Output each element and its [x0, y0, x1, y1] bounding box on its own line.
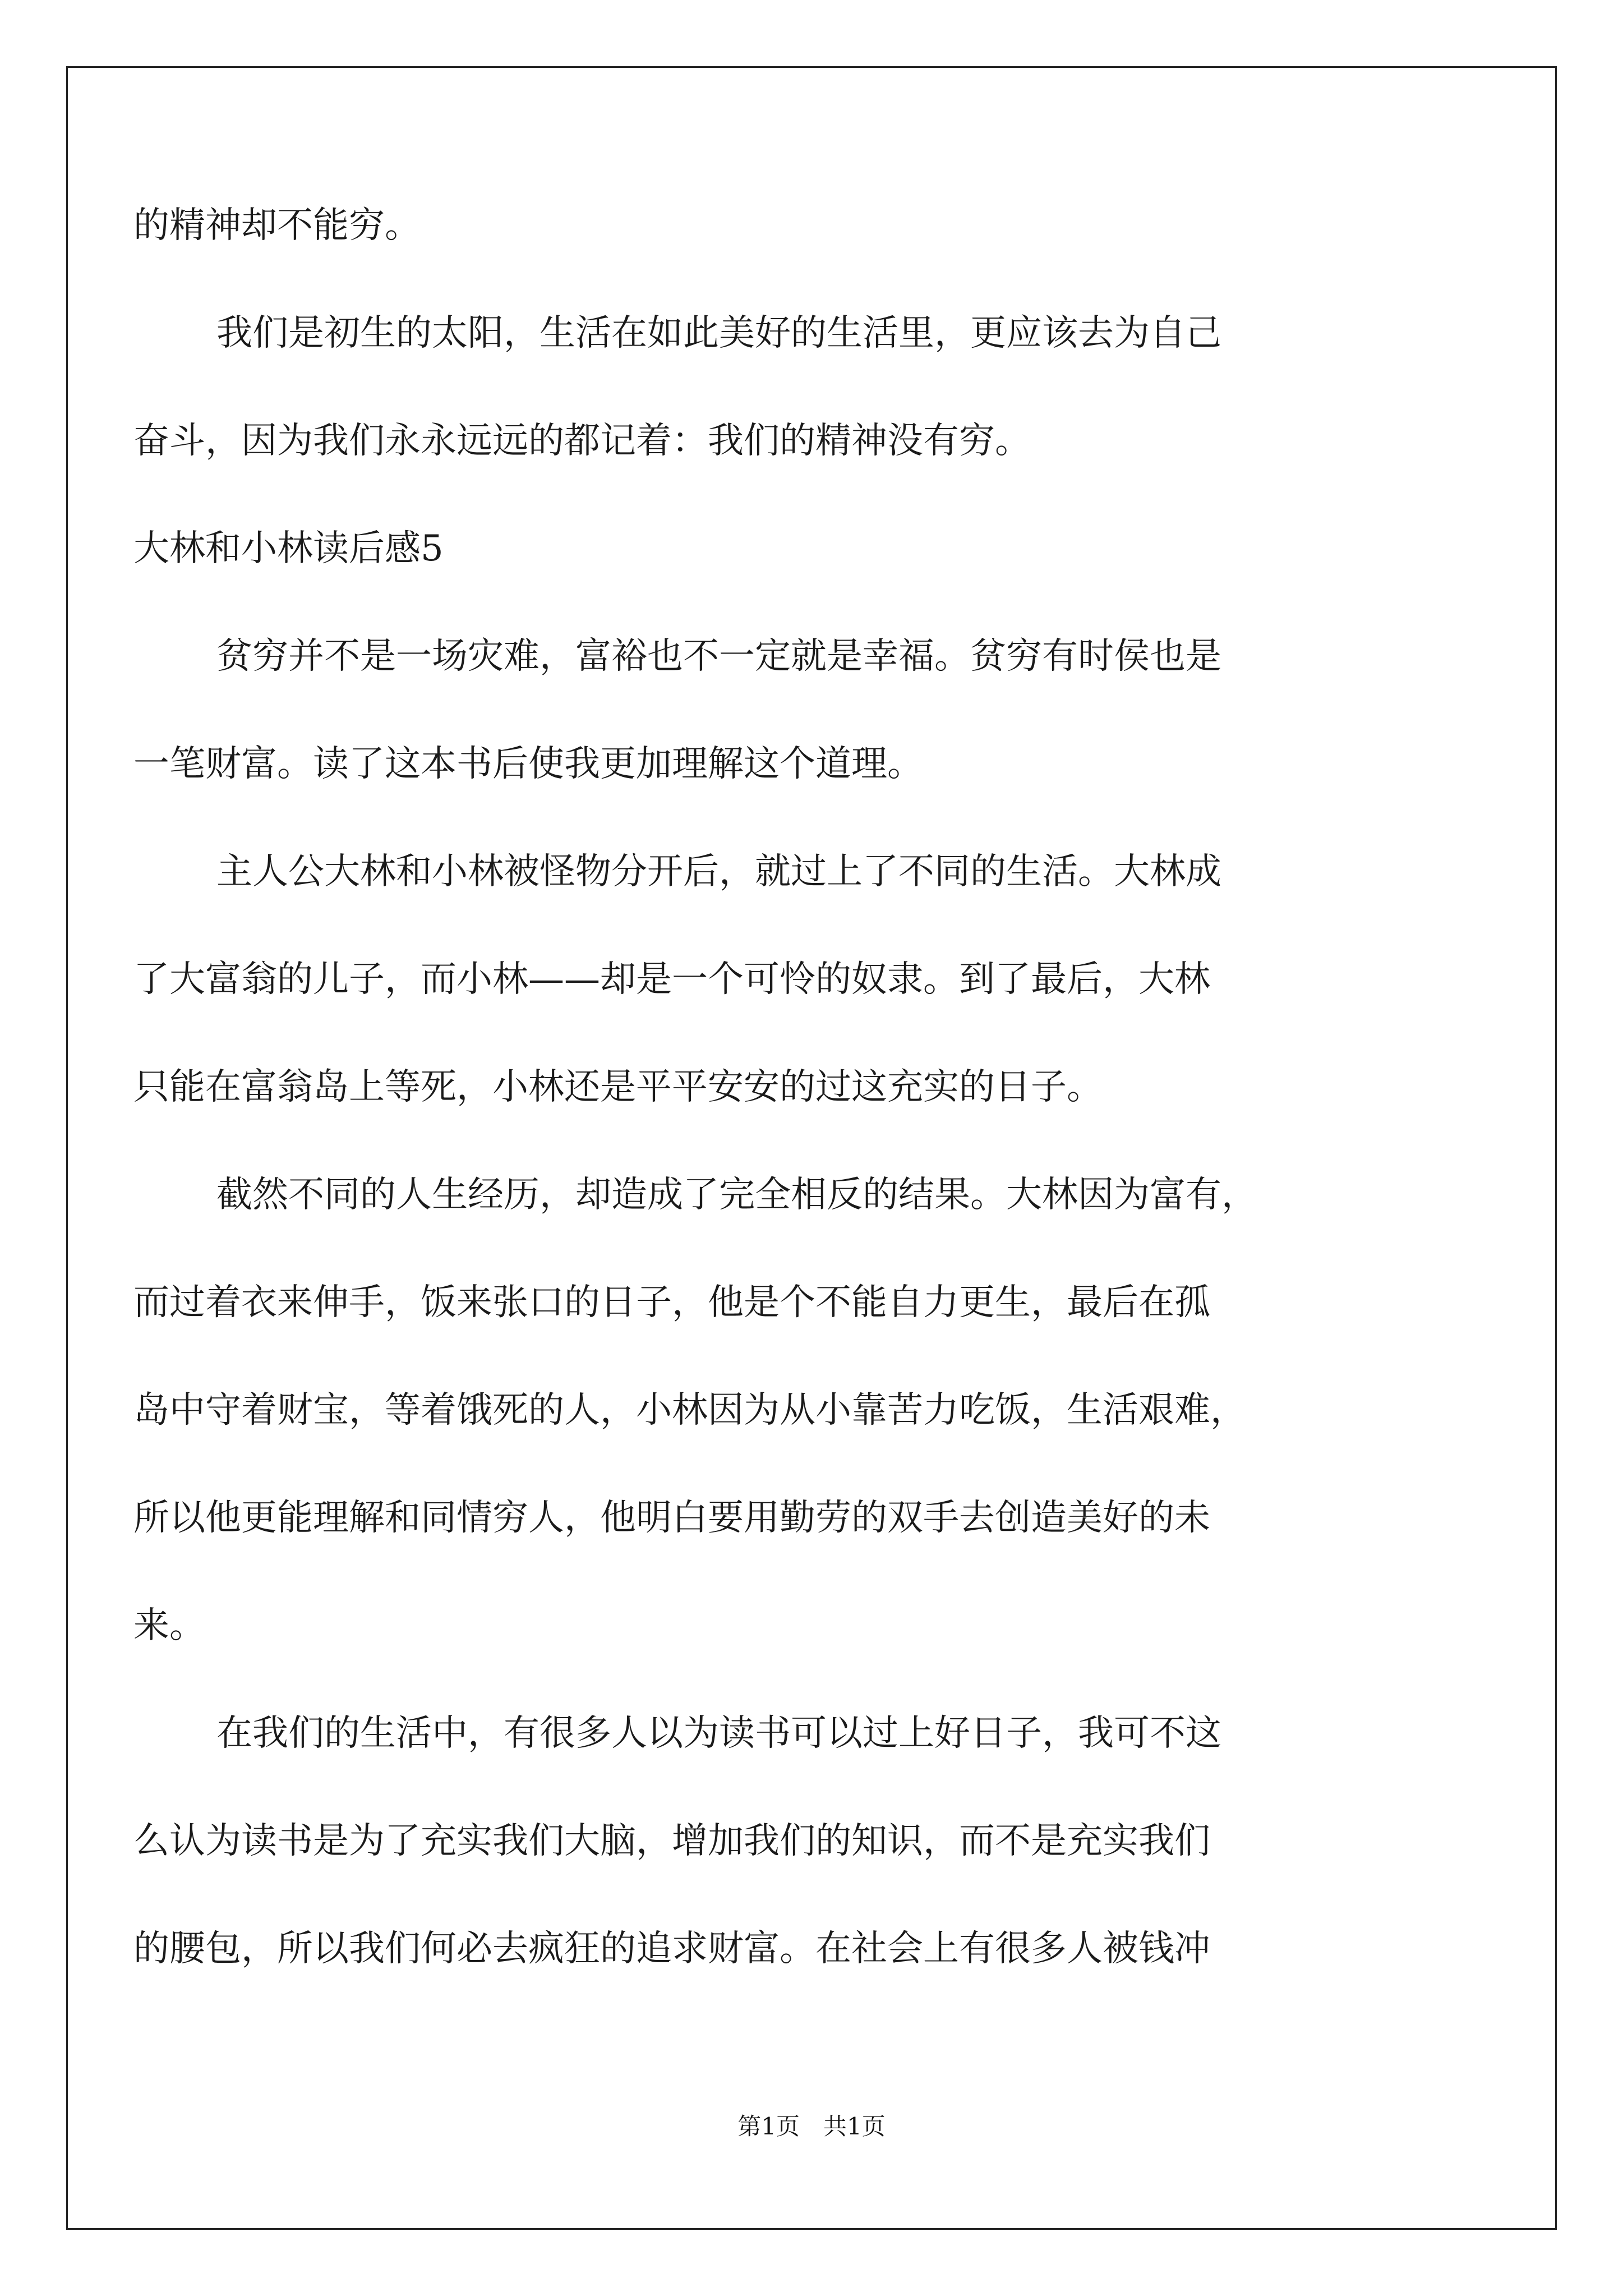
page-footer: 第1页 共1页: [737, 2113, 886, 2140]
text-line: 奋斗，因为我们永永远远的都记着：我们的精神没有穷。: [133, 420, 1031, 462]
text-line: 而过着衣来伸手，饭来张口的日子，他是个不能自力更生，最后在孤: [133, 1282, 1210, 1323]
paragraph-start-line: 截然不同的人生经历，却造成了完全相反的结果。大林因为富有，: [216, 1174, 1257, 1216]
text-line: 来。: [133, 1605, 205, 1646]
text-line: 的腰包，所以我们何必去疯狂的追求财富。在社会上有很多人被钱冲: [133, 1928, 1210, 1970]
text-line: 一笔财富。读了这本书后使我更加理解这个道理。: [133, 743, 923, 785]
paragraph-start-line: 主人公大林和小林被怪物分开后，就过上了不同的生活。大林成: [216, 851, 1221, 892]
text-line: 只能在富翁岛上等死，小林还是平平安安的过这充实的日子。: [133, 1066, 1103, 1108]
section-heading: 大林和小林读后感5: [133, 528, 444, 569]
text-line: 么认为读书是为了充实我们大脑，增加我们的知识，而不是充实我们: [133, 1820, 1210, 1862]
paragraph-start-line: 我们是初生的太阳，生活在如此美好的生活里，更应该去为自己: [216, 312, 1221, 354]
text-line: 了大富翁的儿子，而小林——却是一个可怜的奴隶。到了最后，大林: [133, 959, 1210, 1000]
text-line: 的精神却不能穷。: [133, 205, 421, 246]
page-border: [66, 66, 1557, 2230]
text-line: 所以他更能理解和同情穷人，他明白要用勤劳的双手去创造美好的未: [133, 1497, 1210, 1539]
paragraph-start-line: 贫穷并不是一场灾难，富裕也不一定就是幸福。贫穷有时侯也是: [216, 636, 1221, 677]
text-line: 岛中守着财宝，等着饿死的人，小林因为从小靠苦力吃饭，生活艰难，: [133, 1389, 1246, 1431]
paragraph-start-line: 在我们的生活中，有很多人以为读书可以过上好日子，我可不这: [216, 1713, 1221, 1754]
